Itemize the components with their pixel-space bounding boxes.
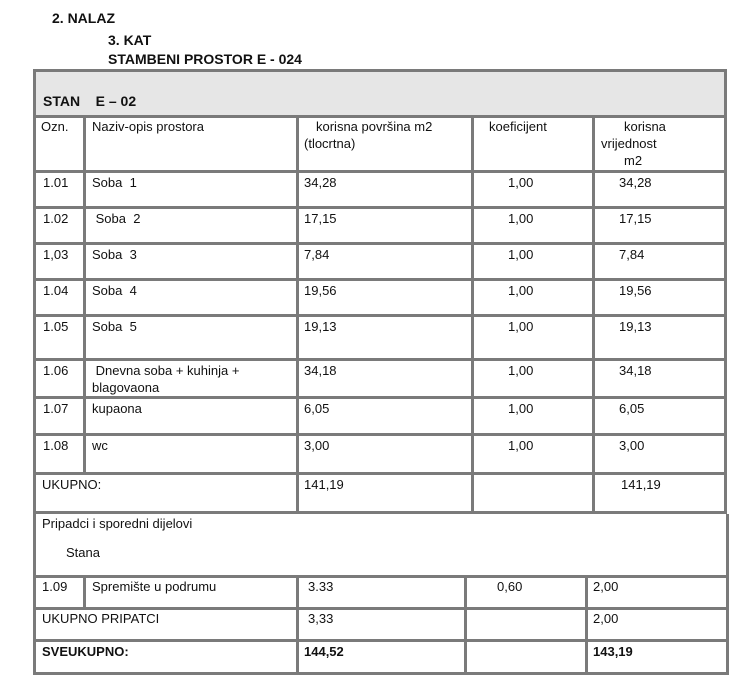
row-koeficijent: 1,00	[508, 319, 534, 334]
table-right-border	[724, 69, 727, 514]
row-vrijednost: 34,28	[619, 175, 652, 190]
row-naziv: kupaona	[92, 401, 142, 416]
sveukupno-povrsina: 144,52	[304, 644, 344, 659]
column-divider-povrsina	[471, 115, 474, 511]
column-header-ozn: Ozn.	[41, 119, 69, 134]
row-divider	[33, 639, 729, 642]
unit-title-band	[33, 69, 727, 116]
row-koeficijent: 1,00	[508, 401, 534, 416]
column-header-naziv: Naziv-opis prostora	[92, 119, 204, 134]
row-ozn: 1.08	[43, 438, 69, 453]
unit-title: STAN E – 02	[43, 93, 137, 109]
row-povrsina: 3,00	[304, 438, 330, 453]
row-povrsina: 17,15	[304, 211, 337, 226]
row-divider	[33, 278, 727, 281]
pripadci-row-vrijednost: 2,00	[593, 579, 619, 594]
row-ozn: 1.06	[43, 363, 69, 378]
column-divider-naziv	[296, 575, 299, 672]
sveukupno-vrijednost: 143,19	[593, 644, 633, 659]
row-vrijednost: 3,00	[619, 438, 645, 453]
row-divider	[33, 511, 727, 514]
row-divider	[33, 575, 729, 578]
row-ozn: 1.07	[43, 401, 69, 416]
row-ozn: 1.05	[43, 319, 69, 334]
column-divider-povrsina	[464, 575, 467, 672]
row-koeficijent: 1,00	[508, 438, 534, 453]
ukupno-pripatci-povrsina: 3,33	[308, 611, 334, 626]
column-divider-koef	[592, 115, 595, 511]
row-ozn: 1.02	[43, 211, 69, 226]
sveukupno-label: SVEUKUPNO:	[42, 644, 129, 659]
pripadci-row-ozn: 1.09	[42, 579, 68, 594]
row-naziv: Soba 3	[92, 247, 137, 262]
row-koeficijent: 1,00	[508, 211, 534, 226]
table-right-border-lower	[726, 514, 729, 675]
row-naziv-line2: blagovaona	[92, 380, 160, 395]
row-divider	[33, 433, 727, 436]
section-heading: 2. NALAZ	[52, 10, 115, 26]
row-ozn: 1.04	[43, 283, 69, 298]
space-heading: STAMBENI PROSTOR E - 024	[108, 51, 302, 67]
row-vrijednost: 6,05	[619, 401, 645, 416]
floor-heading: 3. KAT	[108, 32, 152, 48]
row-divider	[33, 206, 727, 209]
row-divider	[33, 242, 727, 245]
row-koeficijent: 1,00	[508, 175, 534, 190]
ukupno-vrijednost: 141,19	[621, 477, 661, 492]
pripadci-row-povrsina: 3.33	[308, 579, 334, 594]
row-divider	[33, 358, 727, 361]
row-naziv: Dnevna soba + kuhinja +	[92, 363, 240, 378]
row-povrsina: 6,05	[304, 401, 330, 416]
row-koeficijent: 1,00	[508, 363, 534, 378]
row-vrijednost: 19,13	[619, 319, 652, 334]
column-divider-naziv	[296, 115, 299, 511]
row-povrsina: 34,18	[304, 363, 337, 378]
table-left-border	[33, 69, 36, 675]
column-divider-koef	[585, 575, 588, 672]
column-header-vrijednost-line2: vrijednost	[601, 136, 657, 151]
table-top-border	[33, 69, 727, 72]
column-divider-ozn	[83, 115, 86, 472]
table-bottom-border	[33, 672, 729, 675]
column-header-koeficijent: koeficijent	[489, 119, 547, 134]
row-divider	[33, 314, 727, 317]
header-top-border	[33, 115, 727, 118]
row-povrsina: 19,13	[304, 319, 337, 334]
row-ozn: 1.01	[43, 175, 69, 190]
ukupno-pripatci-vrijednost: 2,00	[593, 611, 619, 626]
ukupno-label: UKUPNO:	[42, 477, 102, 492]
row-ozn: 1,03	[43, 247, 69, 262]
row-naziv: Soba 1	[92, 175, 137, 190]
row-divider	[33, 607, 729, 610]
row-povrsina: 19,56	[304, 283, 337, 298]
row-divider	[33, 170, 727, 173]
row-divider	[33, 472, 727, 475]
column-header-vrijednost: korisna	[624, 119, 666, 134]
row-naziv: Soba 5	[92, 319, 137, 334]
row-vrijednost: 34,18	[619, 363, 652, 378]
ukupno-povrsina: 141,19	[304, 477, 344, 492]
pripadci-title: Pripadci i sporedni dijelovi	[42, 516, 193, 531]
column-divider-ozn	[83, 575, 86, 607]
pripadci-subtitle: Stana	[66, 545, 100, 560]
row-vrijednost: 7,84	[619, 247, 645, 262]
pripadci-row-koeficijent: 0,60	[497, 579, 523, 594]
column-header-povrsina-sub: (tlocrtna)	[304, 136, 356, 151]
row-koeficijent: 1,00	[508, 283, 534, 298]
ukupno-pripatci-label: UKUPNO PRIPATCI	[42, 611, 160, 626]
row-vrijednost: 17,15	[619, 211, 652, 226]
row-povrsina: 7,84	[304, 247, 330, 262]
pripadci-row-naziv: Spremište u podrumu	[92, 579, 217, 594]
row-povrsina: 34,28	[304, 175, 337, 190]
row-naziv: Soba 2	[92, 211, 141, 226]
row-koeficijent: 1,00	[508, 247, 534, 262]
row-naziv: Soba 4	[92, 283, 137, 298]
row-divider	[33, 396, 727, 399]
row-naziv: wc	[92, 438, 108, 453]
column-header-povrsina: korisna površina m2	[316, 119, 433, 134]
column-header-vrijednost-line3: m2	[624, 153, 643, 168]
row-vrijednost: 19,56	[619, 283, 652, 298]
